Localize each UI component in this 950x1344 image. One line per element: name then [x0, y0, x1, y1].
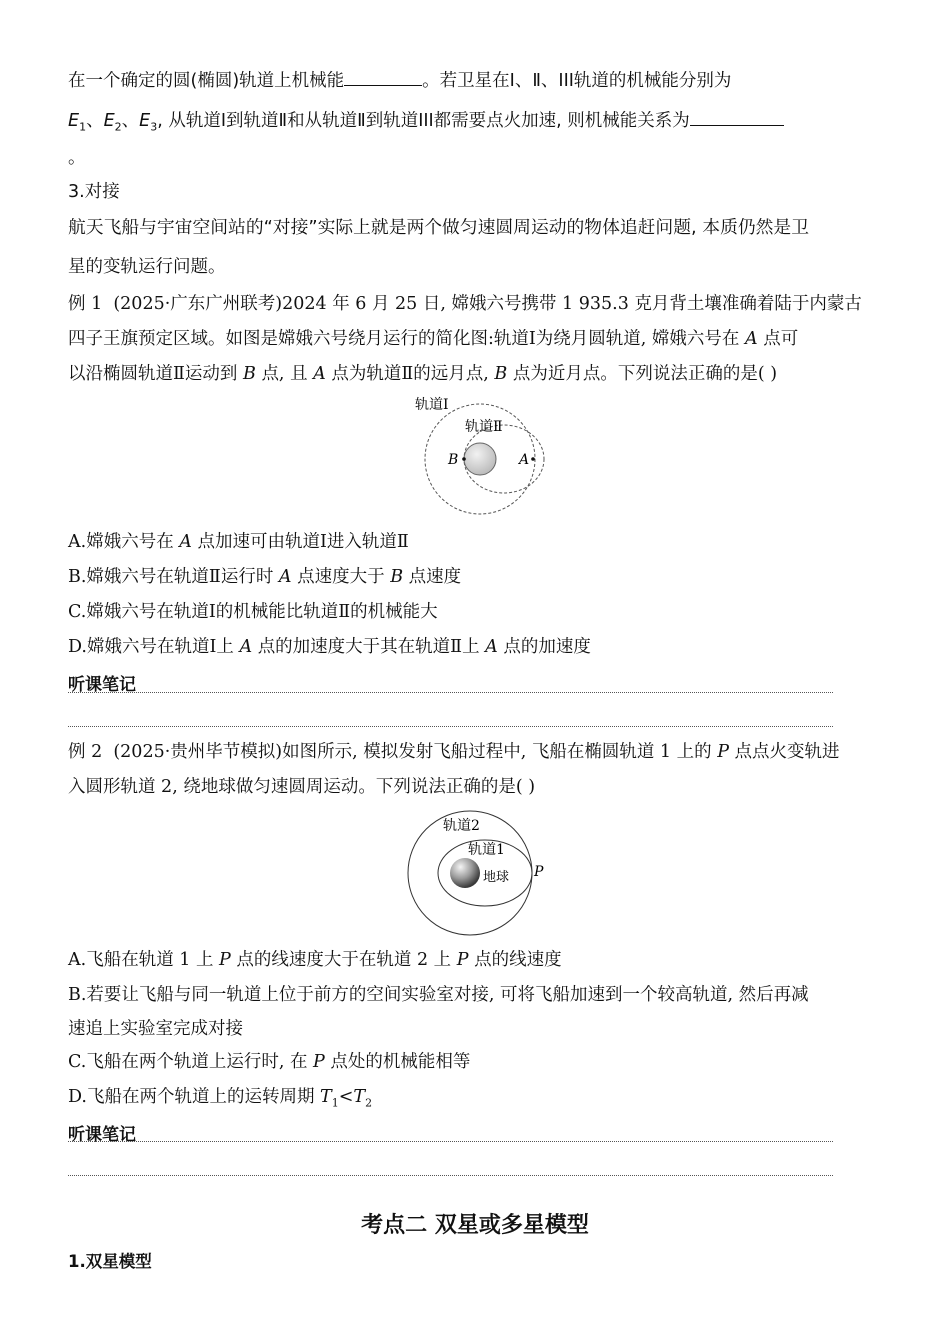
e1-subscript: 1	[79, 120, 87, 134]
option-text: C.飞船在两个轨道上运行时, 在	[68, 1052, 308, 1072]
var-a: A	[313, 364, 326, 384]
var-p: P	[219, 950, 231, 970]
intro-line-2	[68, 108, 784, 140]
section-heading: 考点二 双星或多星模型	[361, 1213, 589, 1238]
e1-symbol: E	[68, 111, 80, 131]
intro-line-1	[68, 68, 731, 93]
notes-line[interactable]	[68, 726, 833, 727]
fill-blank-2[interactable]	[690, 108, 784, 126]
orbit-1-label: 轨道1	[468, 842, 505, 858]
orbit-2-label: 轨道2	[443, 818, 480, 834]
example-1-option-b[interactable]	[68, 565, 461, 589]
intro-text-c: , 从轨道Ⅰ到轨道Ⅱ和从轨道Ⅱ到轨道III都需要点火加速, 则机械能关系为	[157, 111, 690, 131]
example-2-line-2: 入圆形轨道 2, 绕地球做匀速圆周运动。下列说法正确的是( )	[68, 777, 536, 797]
intro-text-b: 。若卫星在Ⅰ、Ⅱ、III轨道的机械能分别为	[422, 71, 732, 91]
option-text: D.飞船在两个轨道上的运转周期	[68, 1087, 315, 1107]
example-2-option-a[interactable]	[68, 948, 562, 972]
example-1-option-c[interactable]: C.嫦娥六号在轨道Ⅰ的机械能比轨道Ⅱ的机械能大	[68, 602, 438, 622]
figure-earth-orbits	[400, 810, 560, 938]
section-3-title: 3.对接	[68, 182, 120, 202]
t2-subscript: 2	[365, 1096, 373, 1110]
example-1-label: 例 1	[68, 294, 103, 314]
e3-subscript: 3	[150, 120, 158, 134]
subsection-1-title: 1.双星模型	[68, 1252, 152, 1271]
e2-symbol: E	[103, 111, 115, 131]
option-text: A.飞船在轨道 1 上	[68, 950, 214, 970]
var-p: P	[313, 1052, 325, 1072]
option-text: B.嫦娥六号在轨道Ⅱ运行时	[68, 567, 274, 587]
section-3-para-line-2: 星的变轨运行问题。	[68, 257, 226, 277]
var-p: P	[717, 742, 729, 762]
option-text: 点的加速度	[503, 637, 591, 657]
example-2-option-b-line-2[interactable]: 速追上实验室完成对接	[68, 1019, 243, 1039]
example-1-text-3a: 以沿椭圆轨道Ⅱ运动到	[68, 364, 238, 384]
orbit-2-label: 轨道Ⅱ	[465, 419, 503, 435]
example-2-label: 例 2	[68, 742, 103, 762]
orbit-1-label: 轨道Ⅰ	[415, 397, 449, 413]
t1-symbol: T	[320, 1087, 332, 1107]
figure-moon-orbits	[405, 393, 550, 523]
example-1-line-3	[68, 362, 777, 386]
less-than: <	[338, 1087, 354, 1107]
fill-blank-1[interactable]	[344, 68, 422, 86]
example-2-option-b-line-1[interactable]: B.若要让飞船与同一轨道上位于前方的空间实验室对接, 可将飞船加速到一个较高轨道, 然后再减	[68, 985, 809, 1005]
var-b: B	[494, 364, 508, 384]
t2-symbol: T	[353, 1087, 366, 1107]
example-1-line-1	[68, 292, 862, 316]
notes-line[interactable]	[68, 692, 833, 693]
notes-line[interactable]	[68, 1141, 833, 1142]
moon-icon	[464, 443, 496, 475]
example-2-text-1b: 点点火变轨进	[734, 742, 840, 762]
example-2-notes-label: 听课笔记	[68, 1125, 136, 1145]
option-text: 点速度大于	[297, 567, 385, 587]
point-p-label: P	[534, 864, 544, 880]
var-p: P	[456, 950, 469, 970]
var-a: A	[745, 329, 758, 349]
point-b-dot	[462, 457, 466, 461]
example-2-option-c[interactable]	[68, 1050, 470, 1074]
option-text: 点的线速度大于在轨道 2 上	[236, 950, 452, 970]
option-text: 点加速可由轨道Ⅰ进入轨道Ⅱ	[197, 532, 409, 552]
example-2-option-d[interactable]	[68, 1085, 372, 1116]
section-3-para-line-1: 航天飞船与宇宙空间站的“对接”实际上就是两个做匀速圆周运动的物体追赶问题, 本质仍然是卫	[68, 217, 809, 238]
var-a: A	[278, 567, 292, 587]
example-1-option-a[interactable]	[68, 530, 409, 554]
example-1-text-3c: 点为轨道Ⅱ的远月点,	[331, 364, 489, 384]
option-text: D.嫦娥六号在轨道Ⅰ上	[68, 637, 234, 657]
t1-subscript: 1	[331, 1096, 339, 1110]
option-text: 点处的机械能相等	[330, 1052, 471, 1072]
option-text: 点的线速度	[474, 950, 562, 970]
var-a: A	[239, 637, 253, 657]
e2-subscript: 2	[114, 120, 122, 134]
example-1-text-2b: 点可	[763, 329, 799, 349]
example-1-text-3b: 点, 且	[261, 364, 308, 384]
example-1-line-2	[68, 327, 798, 351]
var-a: A	[485, 637, 498, 657]
separator: 、	[121, 111, 140, 131]
example-2-text-1: (2025·贵州毕节模拟)如图所示, 模拟发射飞船过程中, 飞船在椭圆轨道 1 上的	[113, 742, 712, 762]
example-1-text-3d: 点为近月点。下列说法正确的是( )	[512, 364, 778, 384]
intro-text-a: 在一个确定的圆(椭圆)轨道上机械能	[68, 71, 345, 91]
example-2-line-1	[68, 740, 840, 764]
e3-symbol: E	[139, 111, 151, 131]
point-a-label: A	[519, 452, 530, 468]
var-b: B	[242, 364, 256, 384]
example-1-text-2a: 四子王旗预定区域。如图是嫦娥六号绕月运行的简化图:轨道Ⅰ为绕月圆轨道, 嫦娥六号在	[68, 329, 740, 349]
example-1-notes-label: 听课笔记	[68, 675, 136, 695]
earth-label: 地球	[483, 870, 510, 885]
option-text: A.嫦娥六号在	[68, 532, 174, 552]
intro-line-3: 。	[68, 148, 86, 168]
separator: 、	[86, 111, 104, 131]
option-text: 点速度	[408, 567, 462, 587]
notes-line[interactable]	[68, 1175, 833, 1176]
option-text: 点的加速度大于其在轨道Ⅱ上	[257, 637, 480, 657]
var-a: A	[179, 532, 192, 552]
example-1-text-1: (2025·广东广州联考)2024 年 6 月 25 日, 嫦娥六号携带 1 935.3 克月背土壤准确着陆于内蒙古	[113, 294, 862, 314]
point-b-label: B	[448, 452, 459, 468]
point-a-dot	[531, 457, 535, 461]
example-1-option-d[interactable]	[68, 635, 591, 659]
var-b: B	[390, 567, 404, 587]
earth-icon	[450, 858, 480, 888]
